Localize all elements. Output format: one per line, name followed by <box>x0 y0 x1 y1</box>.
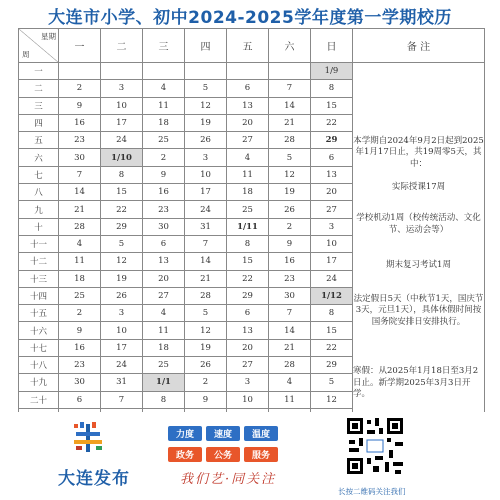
date-cell-sat: 12 <box>269 166 311 183</box>
date-cell-thu: 2 <box>185 374 227 391</box>
date-cell-thu: 19 <box>185 114 227 131</box>
date-cell-wed <box>143 63 185 80</box>
date-cell-tue: 29 <box>101 218 143 235</box>
day-header-wed: 三 <box>143 29 185 63</box>
dalian-logo-icon <box>70 420 106 456</box>
date-cell-fri: 15 <box>227 253 269 270</box>
week-number: 十一 <box>19 235 59 252</box>
date-cell-sun: 12 <box>311 391 353 408</box>
date-cell-thu: 19 <box>185 339 227 356</box>
date-cell-thu <box>185 63 227 80</box>
date-cell-wed: 16 <box>143 184 185 201</box>
date-cell-thu: 5 <box>185 80 227 97</box>
week-number: 十六 <box>19 322 59 339</box>
date-cell-sat: 14 <box>269 322 311 339</box>
date-cell-tue: 10 <box>101 97 143 114</box>
date-cell-fri: 1/11 <box>227 218 269 235</box>
date-cell-thu: 9 <box>185 391 227 408</box>
date-cell-mon: 14 <box>59 184 101 201</box>
week-number: 六 <box>19 149 59 166</box>
date-cell-sun: 1/9 <box>311 63 353 80</box>
date-cell-wed: 13 <box>143 253 185 270</box>
week-number: 十五 <box>19 305 59 322</box>
date-cell-tue: 7 <box>101 391 143 408</box>
date-cell-sun: 20 <box>311 184 353 201</box>
note-item: 期末复习考试1周 <box>386 260 451 271</box>
day-header-thu: 四 <box>185 29 227 63</box>
notes-cell <box>353 63 485 426</box>
date-cell-thu: 12 <box>185 97 227 114</box>
date-cell-fri: 27 <box>227 132 269 149</box>
date-cell-tue: 5 <box>101 235 143 252</box>
week-number: 十二 <box>19 253 59 270</box>
date-cell-thu: 28 <box>185 287 227 304</box>
date-cell-wed: 2 <box>143 149 185 166</box>
date-cell-sat: 9 <box>269 235 311 252</box>
date-cell-sun: 17 <box>311 253 353 270</box>
date-cell-sun: 8 <box>311 80 353 97</box>
date-cell-wed: 6 <box>143 235 185 252</box>
slogan: 我们艺·同关注 <box>180 472 277 487</box>
date-cell-fri: 4 <box>227 149 269 166</box>
date-cell-fri: 8 <box>227 235 269 252</box>
date-cell-mon: 21 <box>59 201 101 218</box>
date-cell-sun: 1/12 <box>311 287 353 304</box>
note-item: 寒假：从2025年1月18日至3月2日止。新学期2025年3月3日开学。 <box>353 366 479 400</box>
date-cell-mon: 16 <box>59 339 101 356</box>
date-cell-wed: 1/1 <box>143 374 185 391</box>
date-cell-tue: 22 <box>101 201 143 218</box>
date-cell-wed: 20 <box>143 270 185 287</box>
date-cell-fri: 11 <box>227 166 269 183</box>
date-cell-fri: 27 <box>227 357 269 374</box>
date-cell-sat: 7 <box>269 305 311 322</box>
date-cell-thu: 31 <box>185 218 227 235</box>
tag-sudu: 速度 <box>206 426 240 441</box>
week-number: 十三 <box>19 270 59 287</box>
date-cell-sat: 5 <box>269 149 311 166</box>
date-cell-sat: 23 <box>269 270 311 287</box>
week-number: 十 <box>19 218 59 235</box>
date-cell-sat: 21 <box>269 114 311 131</box>
tag-group <box>168 426 318 468</box>
date-cell-wed: 4 <box>143 305 185 322</box>
date-cell-tue <box>101 63 143 80</box>
week-number: 八 <box>19 184 59 201</box>
week-number: 十八 <box>19 357 59 374</box>
date-cell-thu: 7 <box>185 235 227 252</box>
date-cell-thu: 14 <box>185 253 227 270</box>
qr-caption: 长按二维码关注我们 <box>338 487 406 496</box>
date-cell-thu: 26 <box>185 132 227 149</box>
date-cell-wed: 8 <box>143 391 185 408</box>
date-cell-sat: 26 <box>269 201 311 218</box>
day-header-sun: 日 <box>311 29 353 63</box>
date-cell-tue: 17 <box>101 114 143 131</box>
date-cell-thu: 21 <box>185 270 227 287</box>
week-label: 周 <box>22 50 30 59</box>
date-cell-sat: 11 <box>269 391 311 408</box>
date-cell-fri: 20 <box>227 339 269 356</box>
date-cell-mon <box>59 63 101 80</box>
qr-code-icon[interactable] <box>345 416 405 476</box>
date-cell-fri: 13 <box>227 322 269 339</box>
date-cell-fri: 29 <box>227 287 269 304</box>
date-cell-sun: 24 <box>311 270 353 287</box>
date-cell-tue: 26 <box>101 287 143 304</box>
date-cell-sat: 21 <box>269 339 311 356</box>
date-cell-sun: 15 <box>311 322 353 339</box>
week-number: 七 <box>19 166 59 183</box>
day-header-fri: 五 <box>227 29 269 63</box>
date-cell-sat: 19 <box>269 184 311 201</box>
date-cell-mon: 23 <box>59 357 101 374</box>
week-number: 二 <box>19 80 59 97</box>
date-cell-tue: 24 <box>101 132 143 149</box>
date-cell-sat <box>269 63 311 80</box>
week-number: 十七 <box>19 339 59 356</box>
date-cell-mon: 30 <box>59 374 101 391</box>
date-cell-mon: 2 <box>59 80 101 97</box>
week-number: 三 <box>19 97 59 114</box>
date-cell-mon: 9 <box>59 322 101 339</box>
date-cell-wed: 27 <box>143 287 185 304</box>
week-number: 一 <box>19 63 59 80</box>
week-number: 十四 <box>19 287 59 304</box>
table-row <box>19 63 485 80</box>
date-cell-mon: 9 <box>59 97 101 114</box>
date-cell-sat: 28 <box>269 357 311 374</box>
date-cell-tue: 12 <box>101 253 143 270</box>
date-cell-sat: 30 <box>269 287 311 304</box>
date-cell-sun: 8 <box>311 305 353 322</box>
date-cell-wed: 11 <box>143 322 185 339</box>
date-cell-wed: 18 <box>143 339 185 356</box>
date-cell-sat: 4 <box>269 374 311 391</box>
date-cell-wed: 18 <box>143 114 185 131</box>
date-cell-mon: 23 <box>59 132 101 149</box>
date-cell-wed: 11 <box>143 97 185 114</box>
tag-wendu: 温度 <box>244 426 278 441</box>
date-cell-sun: 29 <box>311 132 353 149</box>
note-item: 学校机动1周（校传统活动、文化节、运动会等） <box>356 213 481 235</box>
date-cell-fri <box>227 63 269 80</box>
date-cell-sun: 29 <box>311 357 353 374</box>
date-cell-mon: 2 <box>59 305 101 322</box>
date-cell-thu: 12 <box>185 322 227 339</box>
date-cell-mon: 11 <box>59 253 101 270</box>
date-cell-mon: 25 <box>59 287 101 304</box>
date-cell-tue: 31 <box>101 374 143 391</box>
date-cell-sat: 14 <box>269 97 311 114</box>
note-item: 本学期自2024年9月2日起到2025年1月17日止，共19周零5天，其中： <box>353 135 484 169</box>
date-cell-thu: 17 <box>185 184 227 201</box>
date-cell-thu: 24 <box>185 201 227 218</box>
note-item: 实际授课17周 <box>391 181 446 192</box>
day-header-tue: 二 <box>101 29 143 63</box>
date-cell-tue: 19 <box>101 270 143 287</box>
date-cell-mon: 18 <box>59 270 101 287</box>
date-cell-sun: 5 <box>311 374 353 391</box>
date-cell-tue: 8 <box>101 166 143 183</box>
date-cell-tue: 15 <box>101 184 143 201</box>
date-cell-mon: 28 <box>59 218 101 235</box>
date-cell-wed: 30 <box>143 218 185 235</box>
date-cell-fri: 6 <box>227 305 269 322</box>
tag-gongwu: 公务 <box>206 447 240 462</box>
date-cell-thu: 5 <box>185 305 227 322</box>
date-cell-sun: 10 <box>311 235 353 252</box>
date-cell-tue: 24 <box>101 357 143 374</box>
date-cell-sun: 22 <box>311 339 353 356</box>
tag-zhengwu: 政务 <box>168 447 202 462</box>
date-cell-sat: 7 <box>269 80 311 97</box>
date-cell-tue: 3 <box>101 305 143 322</box>
date-cell-fri: 25 <box>227 201 269 218</box>
day-header-sat: 六 <box>269 29 311 63</box>
date-cell-wed: 23 <box>143 201 185 218</box>
calendar-table <box>18 28 485 426</box>
date-cell-fri: 10 <box>227 391 269 408</box>
note-item: 法定假日5天（中秋节1天，国庆节3天，元旦1天），具体休假时间按国务院安排日安排执行。 <box>353 293 484 327</box>
day-header-mon: 一 <box>59 29 101 63</box>
footer <box>0 412 500 500</box>
date-cell-mon: 16 <box>59 114 101 131</box>
date-cell-mon: 4 <box>59 235 101 252</box>
week-number: 十九 <box>19 374 59 391</box>
week-number: 二十 <box>19 391 59 408</box>
date-cell-tue: 1/10 <box>101 149 143 166</box>
date-cell-fri: 3 <box>227 374 269 391</box>
date-cell-sun: 22 <box>311 114 353 131</box>
date-cell-fri: 13 <box>227 97 269 114</box>
date-cell-wed: 9 <box>143 166 185 183</box>
tag-fuwu: 服务 <box>244 447 278 462</box>
weekday-label: 星期 <box>41 32 56 41</box>
date-cell-tue: 17 <box>101 339 143 356</box>
date-cell-sun: 6 <box>311 149 353 166</box>
date-cell-sun: 3 <box>311 218 353 235</box>
date-cell-wed: 25 <box>143 357 185 374</box>
date-cell-fri: 22 <box>227 270 269 287</box>
tag-lidu: 力度 <box>168 426 202 441</box>
date-cell-thu: 10 <box>185 166 227 183</box>
week-number: 九 <box>19 201 59 218</box>
date-cell-fri: 6 <box>227 80 269 97</box>
date-cell-sun: 13 <box>311 166 353 183</box>
week-number: 五 <box>19 132 59 149</box>
date-cell-fri: 18 <box>227 184 269 201</box>
week-day-header <box>19 29 59 63</box>
notes-header: 备 注 <box>353 29 485 63</box>
header-row <box>19 29 485 63</box>
page-title: 大连市小学、初中2024-2025学年度第一学期校历 <box>48 7 452 28</box>
date-cell-mon: 6 <box>59 391 101 408</box>
date-cell-sun: 27 <box>311 201 353 218</box>
date-cell-thu: 26 <box>185 357 227 374</box>
date-cell-tue: 10 <box>101 322 143 339</box>
date-cell-sat: 2 <box>269 218 311 235</box>
date-cell-wed: 4 <box>143 80 185 97</box>
date-cell-mon: 7 <box>59 166 101 183</box>
brand-name: 大连发布 <box>58 469 130 489</box>
date-cell-tue: 3 <box>101 80 143 97</box>
date-cell-wed: 25 <box>143 132 185 149</box>
date-cell-sun: 15 <box>311 97 353 114</box>
date-cell-sat: 16 <box>269 253 311 270</box>
date-cell-mon: 30 <box>59 149 101 166</box>
date-cell-fri: 20 <box>227 114 269 131</box>
week-number: 四 <box>19 114 59 131</box>
date-cell-thu: 3 <box>185 149 227 166</box>
date-cell-sat: 28 <box>269 132 311 149</box>
